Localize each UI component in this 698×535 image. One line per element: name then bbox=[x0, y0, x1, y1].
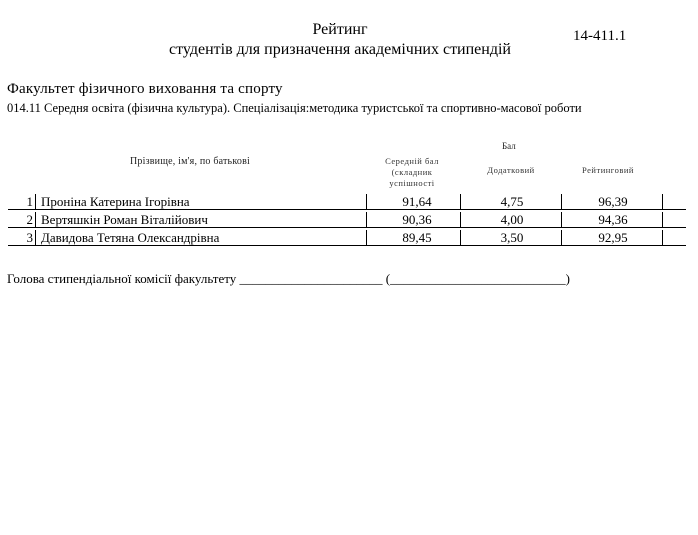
average-score: 91,64 bbox=[402, 194, 432, 209]
column-header-average-line2: (складник bbox=[391, 167, 433, 177]
average-score: 89,45 bbox=[402, 230, 432, 245]
rating-score: 92,95 bbox=[598, 230, 628, 245]
column-header-name: Прізвище, ім'я, по батькові bbox=[130, 156, 250, 167]
cell-divider bbox=[35, 212, 36, 228]
rating-score: 94,36 bbox=[598, 212, 628, 227]
additional-score: 3,50 bbox=[500, 230, 524, 245]
commission-signature-line: Голова стипендіальної комісії факультету ______________________ (___________________________) bbox=[7, 271, 570, 286]
cell-divider bbox=[662, 230, 663, 246]
column-header-average bbox=[372, 156, 452, 189]
student-name: Проніна Катерина Ігорівна bbox=[41, 194, 190, 209]
document-title: Рейтинг bbox=[312, 21, 368, 38]
cell-divider bbox=[561, 212, 562, 228]
column-group-header-bal: Бал bbox=[502, 141, 516, 151]
table-row bbox=[8, 193, 686, 211]
cell-divider bbox=[35, 194, 36, 210]
document-code: 14-411.1 bbox=[573, 28, 627, 44]
cell-divider bbox=[460, 194, 461, 210]
average-score: 90,36 bbox=[402, 212, 432, 227]
cell-divider bbox=[366, 194, 367, 210]
cell-divider bbox=[662, 194, 663, 210]
cell-divider bbox=[35, 230, 36, 246]
additional-score: 4,75 bbox=[500, 194, 524, 209]
cell-divider bbox=[561, 194, 562, 210]
document-subtitle: студентів для призначення академічних стипендій bbox=[168, 41, 511, 58]
cell-divider bbox=[366, 230, 367, 246]
cell-divider bbox=[460, 212, 461, 228]
row-number: 3 bbox=[26, 230, 33, 245]
table-row bbox=[8, 229, 686, 247]
table-row bbox=[8, 211, 686, 229]
column-header-additional: Додатковий bbox=[487, 165, 535, 175]
column-header-average-line3: успішності bbox=[389, 178, 435, 188]
student-name: Вертяшкін Роман Віталійович bbox=[41, 212, 208, 227]
column-header-average-line1: Середній бал bbox=[385, 156, 439, 166]
cell-divider bbox=[460, 230, 461, 246]
cell-divider bbox=[662, 212, 663, 228]
column-header-rating: Рейтинговий bbox=[582, 165, 634, 175]
student-name: Давидова Тетяна Олександрівна bbox=[41, 230, 220, 245]
additional-score: 4,00 bbox=[500, 212, 524, 227]
faculty-name: Факультет фізичного виховання та спорту bbox=[7, 81, 283, 97]
cell-divider bbox=[561, 230, 562, 246]
specialty-line: 014.11 Середня освіта (фізична культура). Спеціалізація:методика туристської та спортивно-масової роботи bbox=[7, 101, 582, 115]
cell-divider bbox=[366, 212, 367, 228]
row-number: 2 bbox=[26, 212, 33, 227]
row-number: 1 bbox=[26, 194, 33, 209]
rating-score: 96,39 bbox=[598, 194, 628, 209]
